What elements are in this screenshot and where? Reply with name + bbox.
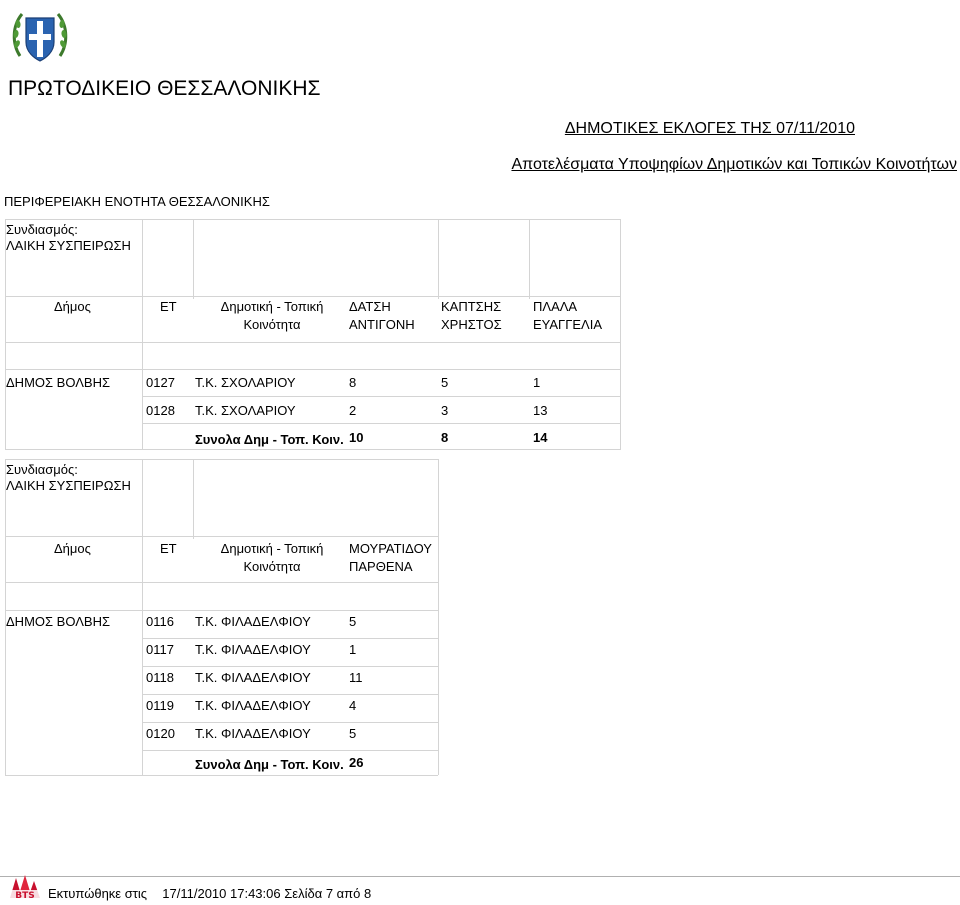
totals-label: Συνολα Δημ - Τοπ. Κοιν. bbox=[195, 757, 344, 772]
total-votes-cell: 14 bbox=[533, 430, 548, 445]
et-cell: 0117 bbox=[146, 642, 174, 657]
coalition-label: Συνδιασμός: bbox=[6, 222, 78, 237]
column-header-municipality: Δήμος bbox=[54, 541, 91, 556]
footer-divider bbox=[0, 876, 960, 877]
printed-datetime: 17/11/2010 17:43:06 bbox=[162, 886, 281, 901]
votes-cell: 1 bbox=[533, 375, 541, 390]
page-indicator: Σελίδα 7 από 8 bbox=[284, 886, 372, 901]
municipality-cell: ΔΗΜΟΣ ΒΟΛΒΗΣ bbox=[6, 375, 110, 390]
votes-cell: 5 bbox=[349, 614, 357, 629]
column-header-community: Δημοτική - Τοπική Κοινότητα bbox=[220, 299, 324, 332]
column-header-candidate: ΜΟΥΡΑΤΙΔΟΥ ΠΑΡΘΕΝΑ bbox=[349, 541, 432, 574]
results-subtitle: Αποτελέσματα Υποψηφίων Δημοτικών και Τοπικών Κοινοτήτων bbox=[511, 156, 957, 173]
et-cell: 0118 bbox=[146, 670, 174, 685]
votes-cell: 2 bbox=[349, 403, 357, 418]
region-name: ΠΕΡΙΦΕΡΕΙΑΚΗ ΕΝΟΤΗΤΑ ΘΕΣΣΑΛΟΝΙΚΗΣ bbox=[4, 194, 270, 209]
community-cell: Τ.Κ. ΦΙΛΑΔΕΛΦΙΟΥ bbox=[195, 698, 311, 713]
court-title: ΠΡΩΤΟΔΙΚΕΙΟ ΘΕΣΣΑΛΟΝΙΚΗΣ bbox=[8, 77, 321, 100]
coalition-label: Συνδιασμός: bbox=[6, 462, 78, 477]
municipality-cell: ΔΗΜΟΣ ΒΟΛΒΗΣ bbox=[6, 614, 110, 629]
et-cell: 0127 bbox=[146, 375, 175, 390]
column-header-et: ΕΤ bbox=[160, 299, 177, 314]
et-cell: 0119 bbox=[146, 698, 174, 713]
community-cell: Τ.Κ. ΦΙΛΑΔΕΛΦΙΟΥ bbox=[195, 614, 311, 629]
column-header-candidate: ΚΑΠΤΣΗΣ ΧΡΗΣΤΟΣ bbox=[441, 299, 502, 332]
column-header-municipality: Δήμος bbox=[54, 299, 91, 314]
et-cell: 0116 bbox=[146, 614, 174, 629]
column-header-et: ΕΤ bbox=[160, 541, 177, 556]
community-cell: Τ.Κ. ΣΧΟΛΑΡΙΟΥ bbox=[195, 375, 296, 390]
bts-logo-text: BTS bbox=[15, 891, 35, 901]
et-cell: 0128 bbox=[146, 403, 175, 418]
community-cell: Τ.Κ. ΣΧΟΛΑΡΙΟΥ bbox=[195, 403, 296, 418]
votes-cell: 1 bbox=[349, 642, 357, 657]
votes-cell: 4 bbox=[349, 698, 357, 713]
votes-cell: 8 bbox=[349, 375, 357, 390]
column-header-community: Δημοτική - Τοπική Κοινότητα bbox=[220, 541, 324, 574]
total-votes-cell: 26 bbox=[349, 755, 364, 770]
greek-coat-of-arms-icon bbox=[8, 4, 72, 68]
et-cell: 0120 bbox=[146, 726, 175, 741]
votes-cell: 5 bbox=[349, 726, 357, 741]
election-title: ΔΗΜΟΤΙΚΕΣ ΕΚΛΟΓΕΣ ΤΗΣ 07/11/2010 bbox=[564, 120, 855, 137]
votes-cell: 11 bbox=[349, 670, 363, 685]
total-votes-cell: 10 bbox=[349, 430, 364, 445]
printed-label: Εκτυπώθηκε στις bbox=[48, 886, 148, 901]
coalition-name: ΛΑΙΚΗ ΣΥΣΠΕΙΡΩΣΗ bbox=[6, 478, 131, 493]
column-header-candidate: ΠΛΑΛΑ ΕΥΑΓΓΕΛΙΑ bbox=[533, 299, 603, 332]
community-cell: Τ.Κ. ΦΙΛΑΔΕΛΦΙΟΥ bbox=[195, 726, 311, 741]
community-cell: Τ.Κ. ΦΙΛΑΔΕΛΦΙΟΥ bbox=[195, 642, 311, 657]
community-cell: Τ.Κ. ΦΙΛΑΔΕΛΦΙΟΥ bbox=[195, 670, 311, 685]
votes-cell: 5 bbox=[441, 375, 449, 390]
column-header-candidate: ΔΑΤΣΗ ΑΝΤΙΓΟΝΗ bbox=[349, 299, 415, 332]
bts-logo-icon bbox=[6, 872, 44, 902]
coalition-name: ΛΑΙΚΗ ΣΥΣΠΕΙΡΩΣΗ bbox=[6, 238, 131, 253]
total-votes-cell: 8 bbox=[441, 430, 449, 445]
footer-print-info bbox=[48, 886, 371, 901]
totals-label: Συνολα Δημ - Τοπ. Κοιν. bbox=[195, 432, 344, 447]
votes-cell: 3 bbox=[441, 403, 449, 418]
votes-cell: 13 bbox=[533, 403, 548, 418]
